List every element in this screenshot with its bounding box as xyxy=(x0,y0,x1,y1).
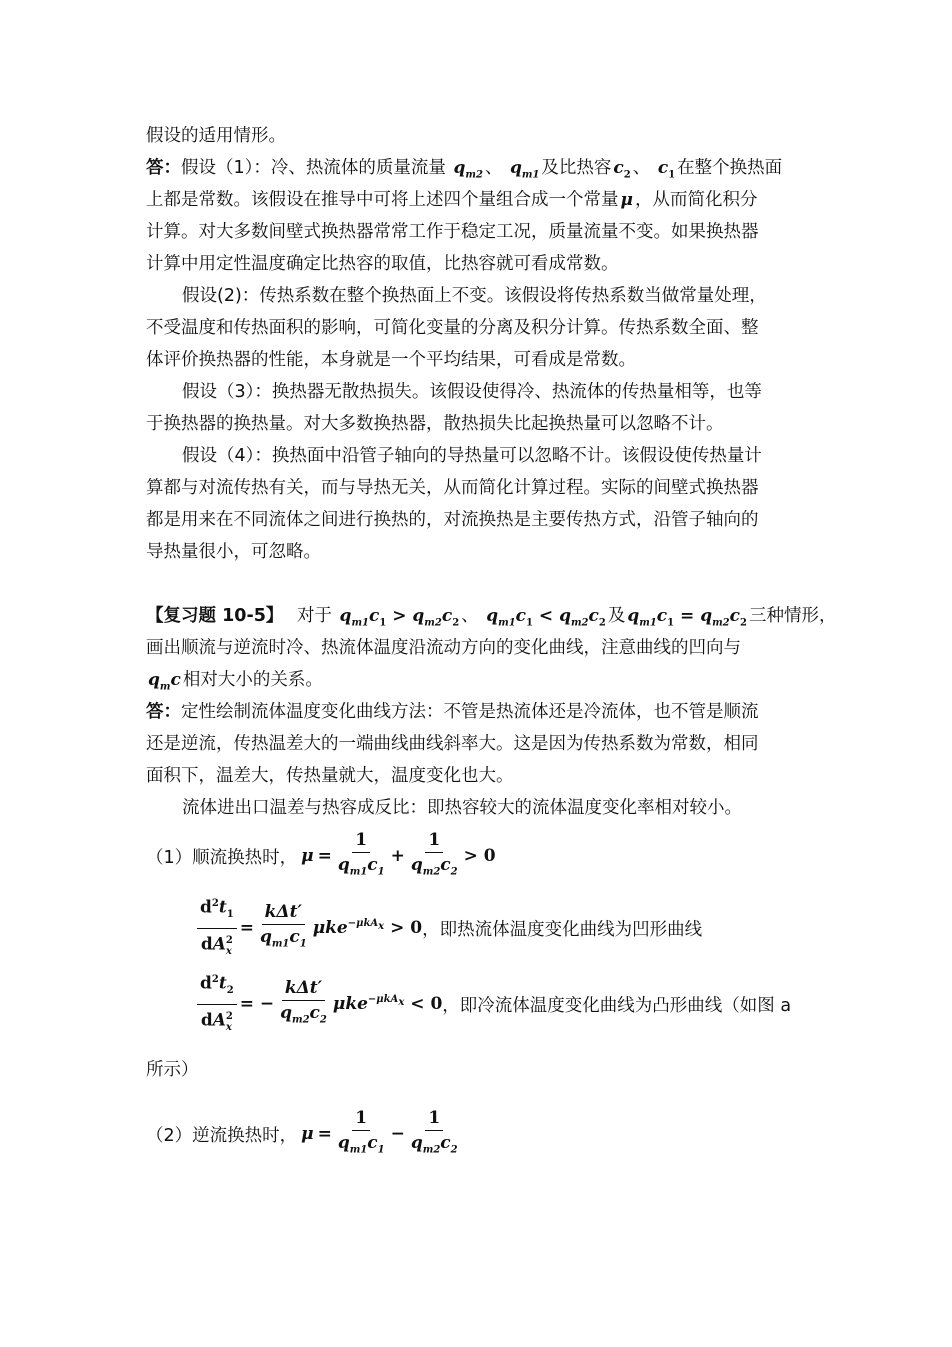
fraction: $\frac{1}{q_{m2}c_2}$ xyxy=(410,829,458,878)
text-line: 假设的适用情形。 xyxy=(146,126,286,146)
answer-line: 面积下，温差大，传热量就大，温度变化也大。 xyxy=(146,766,514,786)
continuation xyxy=(146,1054,814,1086)
question-line: 画出顺流与逆流时冷、热流体温度沿流动方向的变化曲线，注意曲线的凹向与 xyxy=(146,638,741,658)
fraction: $\frac{\text{kΔt′}}{q_{m2}c_2}$ xyxy=(280,977,327,1026)
text-line: 上都是常数。该假设在推导中可将上述四个量组合成一个常量 μ ，从而简化积分 xyxy=(146,190,758,210)
fraction: $\frac{1}{q_{m2}c_2}$ xyxy=(410,1107,458,1156)
text-line: 假设（3）：换热器无散热损失。该假设使得冷、热流体的传热量相等，也等 xyxy=(182,382,762,402)
question-line: $q_mc$ 相对大小的关系。 xyxy=(148,670,323,693)
math-c1: $c_1$ xyxy=(657,158,676,181)
math-inequality-2: $q_{m1}c_1 < q_{m2}c_2$ xyxy=(486,606,606,629)
text-line: 体评价换热器的性能，本身就是一个平均结果，可看成是常数。 xyxy=(146,350,636,370)
answer-line: 流体进出口温差与热容成反比：即热容较大的流体温度变化率相对较小。 xyxy=(182,798,742,818)
case1-equation: （1）顺流换热时， μ = $\frac{1}{q_{m1}c_1}$ + $\frac{1}{q_{m2}c_2}$ > 0 xyxy=(146,828,496,884)
case2-equation: （2）逆流换热时， μ = $\frac{1}{q_{m1}c_1}$ − $\frac{1}{q_{m2}c_2}$ xyxy=(146,1106,464,1162)
hypothesis-section xyxy=(146,120,814,568)
fraction: $\frac{d^2t_2}{dA_x^2}$ xyxy=(197,968,237,1039)
text-line: 于换热器的换热量。对大多数换热器，散热损失比起换热量可以忽略不计。 xyxy=(146,414,724,434)
text-line: 算都与对流传热有关，而与导热无关，从而简化计算过程。实际的间壁式换热器 xyxy=(146,478,759,498)
math-inequality-1: $q_{m1}c_1 > q_{m2}c_2$ xyxy=(339,606,460,629)
math-qm2: $q_{m2}$ xyxy=(453,158,483,181)
text-line: 所示） xyxy=(146,1060,199,1080)
math-c2: $c_2$ xyxy=(613,158,631,181)
text-line: 导热量很小，可忽略。 xyxy=(146,542,321,562)
text-line: 不受温度和传热面积的影响，可简化变量的分离及积分计算。传热系数全面、整 xyxy=(146,318,759,338)
cold-fluid-equation: $\frac{d^2t_2}{dA_x^2}$ = − $\frac{\text{kΔt′}}{q_{m2}c_2}$ μke$^{-\mu kA_x}$ < 0 ，即冷流体温度变化曲线为凸形曲线（如图 a xyxy=(194,976,791,1032)
text-line: 假设(2)：传热系数在整个换热面上不变。该假设将传热系数当做常量处理， xyxy=(182,286,767,306)
question-title: 【复习题 10-5】 xyxy=(146,606,284,626)
answer-line: 还是逆流，传热温差大的一端曲线曲线斜率大。这是因为传热系数为常数，相同 xyxy=(146,734,759,754)
math-qm1: $q_{m1}$ xyxy=(509,158,540,181)
text-line: 都是用来在不同流体之间进行换热的，对流换热是主要传热方式，沿管子轴向的 xyxy=(146,510,759,530)
fraction: $\frac{1}{q_{m1}c_1}$ xyxy=(337,1107,385,1156)
answer-label: 答： xyxy=(146,158,181,178)
hot-fluid-equation: $\frac{d^2t_1}{dA_x^2}$ = $\frac{\text{kΔt′}}{q_{m1}c_1}$ μke$^{-\mu kA_x}$ > 0 ，即热流体温度变化曲线为凹形曲线 xyxy=(194,900,702,956)
math-qmc: $q_mc$ xyxy=(148,670,181,693)
question-section xyxy=(146,600,837,696)
math-equality: $q_{m1}c_1 = q_{m2}c_2$ xyxy=(627,606,747,629)
math-mu: μ xyxy=(620,190,633,210)
text-line: 计算。对大多数间壁式换热器常常工作于稳定工况，质量流量不变。如果换热器 xyxy=(146,222,759,242)
answer-label: 答： xyxy=(146,702,181,722)
question-line: 【复习题 10-5】 对于 $q_{m1}c_1 > q_{m2}c_2$ 、 $q_{m1}c_1 < q_{m2}c_2$ 及 $q_{m1}c_1 = q_{m2}c_2$ 三种情形， xyxy=(146,606,837,629)
answer-line: 答：定性绘制流体温度变化曲线方法：不管是热流体还是冷流体，也不管是顺流 xyxy=(146,702,759,722)
fraction: $\frac{\text{kΔt′}}{q_{m1}c_1}$ xyxy=(259,901,307,950)
text-line: 假设（4）：换热面中沿管子轴向的导热量可以忽略不计。该假设使传热量计 xyxy=(182,446,762,466)
fraction: $\frac{d^2t_1}{dA_x^2}$ xyxy=(197,892,237,963)
answer-section xyxy=(146,696,814,824)
text-line: 答：假设（1）：冷、热流体的质量流量 $q_{m2}$ 、 $q_{m1}$ 及比热容 $c_2$ 、 $c_1$ 在整个换热面 xyxy=(146,158,783,181)
fraction: $\frac{1}{q_{m1}c_1}$ xyxy=(337,829,385,878)
text-line: 计算中用定性温度确定比热容的取值，比热容就可看成常数。 xyxy=(146,254,619,274)
